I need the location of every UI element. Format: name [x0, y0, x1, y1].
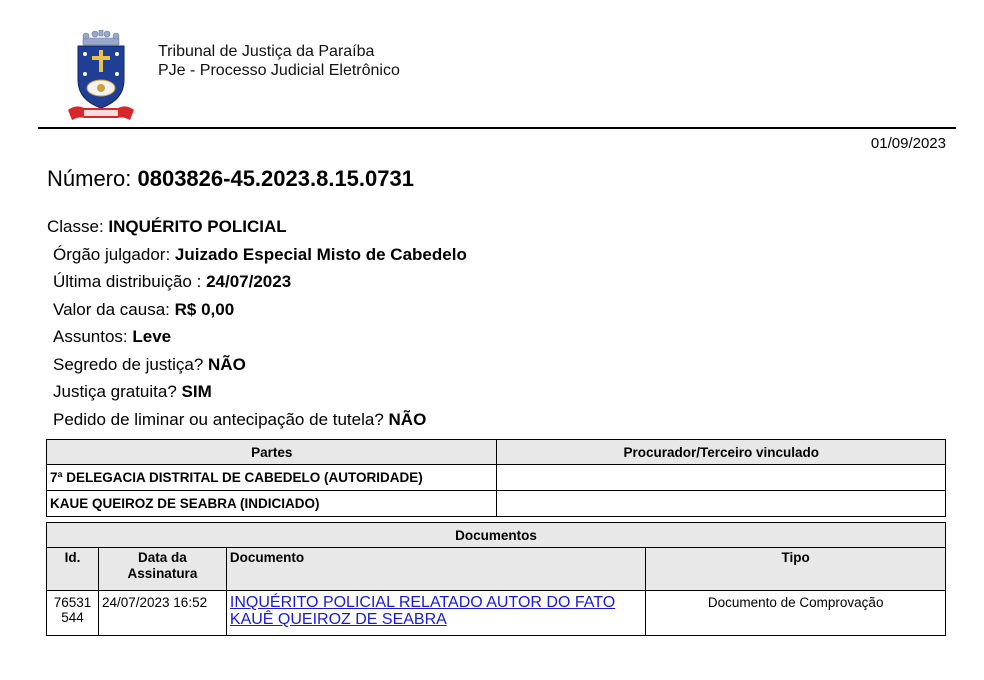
- documentos-title: Documentos: [47, 523, 946, 548]
- field-label: Segredo de justiça?: [53, 354, 204, 374]
- parte-cell: 7ª DELEGACIA DISTRITAL DE CABEDELO (AUTORIDADE): [47, 465, 497, 491]
- parte-cell: KAUE QUEIROZ DE SEABRA (INDICIADO): [47, 491, 497, 517]
- field-assuntos: [47, 323, 467, 351]
- field-value: SIM: [181, 382, 212, 401]
- field-justica-gratuita: [47, 378, 467, 406]
- header-divider: [38, 127, 956, 129]
- field-value: R$ 0,00: [174, 299, 235, 319]
- table-header-row: [47, 548, 946, 591]
- table-row: [47, 465, 946, 491]
- column-header-documento: Documento: [226, 548, 645, 591]
- column-header-tipo: Tipo: [646, 548, 946, 591]
- table-row: [47, 491, 946, 517]
- column-header-id: Id.: [47, 548, 99, 591]
- process-number: [47, 166, 414, 192]
- court-name: Tribunal de Justiça da Paraíba: [158, 43, 375, 60]
- documentos-title-row: [47, 523, 946, 548]
- document-date: 01/09/2023: [870, 135, 946, 152]
- document-id: 76531 544: [47, 591, 99, 636]
- field-ultima-distribuicao: [47, 268, 467, 296]
- process-number-label: Número:: [47, 166, 132, 191]
- field-value: Juizado Especial Misto de Cabedelo: [174, 244, 467, 264]
- system-name: PJe - Processo Judicial Eletrônico: [158, 62, 400, 79]
- field-label: Justiça gratuita?: [53, 382, 177, 401]
- field-label: Pedido de liminar ou antecipação de tutela?: [53, 409, 384, 429]
- partes-table: [46, 439, 946, 517]
- document-type: Documento de Comprovação: [646, 591, 946, 636]
- field-value: 24/07/2023: [206, 272, 292, 291]
- table-row: [47, 591, 946, 636]
- column-header-data: Data da Assinatura: [98, 548, 226, 591]
- document-link[interactable]: INQUÉRITO POLICIAL RELATADO AUTOR DO FATO KAUÊ QUEIROZ DE SEABRA: [229, 594, 616, 628]
- field-valor-causa: [47, 296, 467, 324]
- field-label: Valor da causa:: [53, 299, 170, 319]
- field-segredo-justica: [47, 351, 467, 379]
- field-orgao-julgador: [47, 241, 467, 269]
- column-header-procurador: Procurador/Terceiro vinculado: [497, 440, 946, 465]
- field-value: NÃO: [388, 409, 427, 429]
- document-cell: [226, 591, 645, 636]
- field-value: NÃO: [208, 354, 246, 374]
- table-header-row: [47, 440, 946, 465]
- field-classe: [47, 213, 467, 241]
- field-value: Leve: [132, 327, 172, 346]
- field-label: Assuntos:: [53, 327, 128, 346]
- process-details: [47, 213, 467, 433]
- procurador-cell: [497, 491, 946, 517]
- field-label: Classe:: [47, 217, 104, 236]
- field-pedido-liminar: [47, 406, 467, 434]
- field-label: Última distribuição :: [53, 272, 202, 291]
- column-header-partes: Partes: [47, 440, 497, 465]
- procurador-cell: [497, 465, 946, 491]
- document-header: [158, 42, 400, 80]
- process-number-value: 0803826-45.2023.8.15.0731: [137, 166, 414, 191]
- documentos-table: [46, 522, 946, 636]
- field-label: Órgão julgador:: [53, 244, 171, 264]
- document-date-cell: 24/07/2023 16:52: [98, 591, 226, 636]
- court-emblem-icon: [66, 30, 136, 122]
- field-value: INQUÉRITO POLICIAL: [108, 217, 287, 236]
